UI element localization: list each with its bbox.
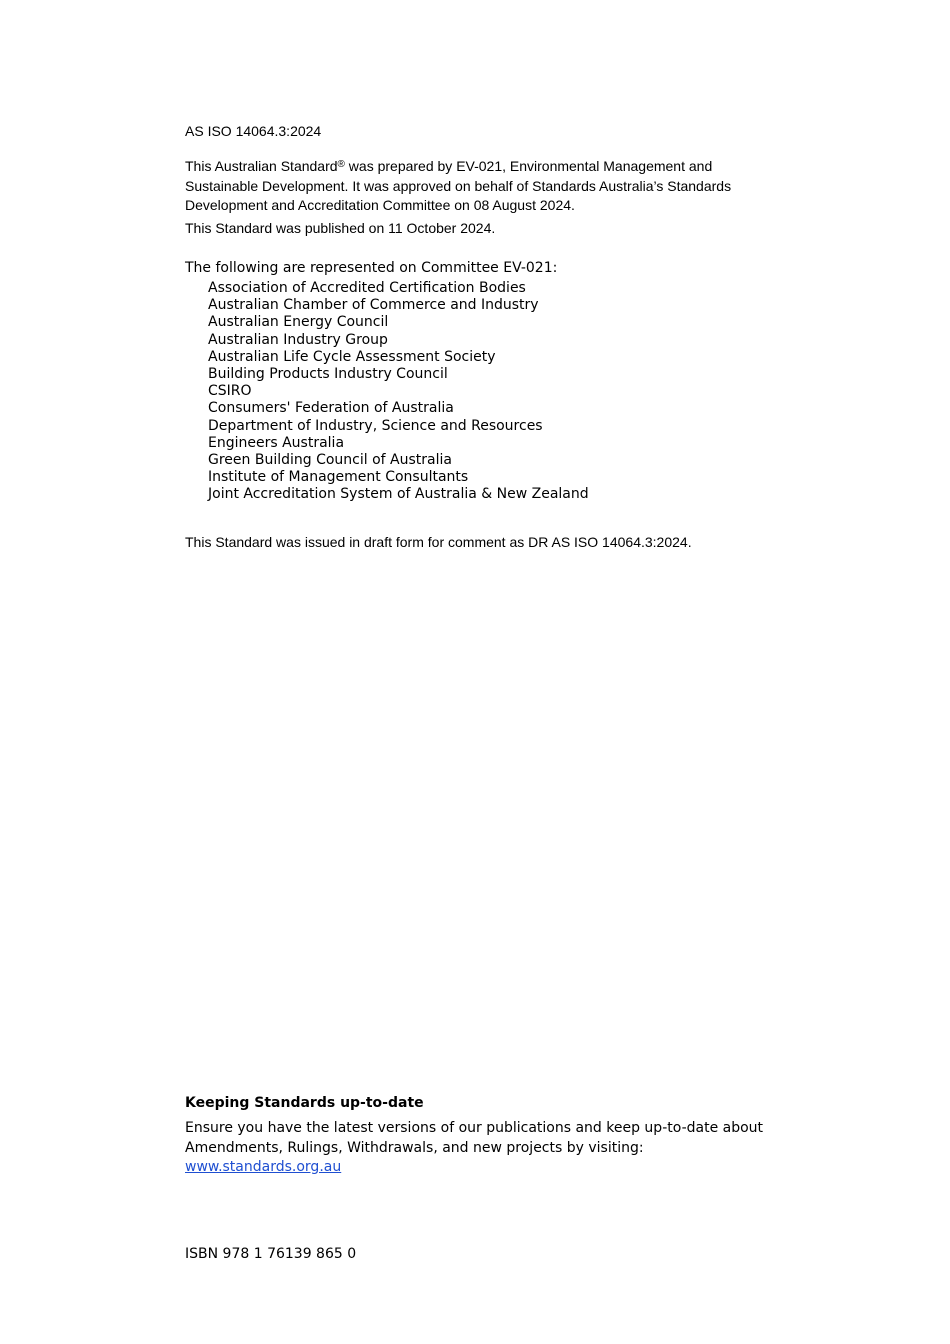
committee-member: Joint Accreditation System of Australia & New Zealand: [208, 486, 589, 503]
keeping-up-to-date-heading: Keeping Standards up-to-date: [185, 1095, 424, 1111]
preparation-text-start: This Australian Standard: [185, 158, 338, 174]
document-identifier: AS ISO 14064.3:2024: [185, 123, 322, 139]
registered-mark: ®: [337, 159, 345, 170]
committee-member: CSIRO: [208, 383, 252, 400]
preparation-paragraph: [185, 155, 765, 216]
keeping-body-text: Ensure you have the latest versions of our publications and keep up-to-date about Amendments, Rulings, Withdrawals, and new projects by visiting:: [185, 1120, 764, 1156]
committee-member: Australian Industry Group: [208, 331, 388, 348]
standards-website-link[interactable]: www.standards.org.au: [185, 1159, 342, 1175]
publication-date-note: This Standard was published on 11 October 2024.: [185, 220, 496, 236]
committee-member: Australian Energy Council: [208, 314, 389, 331]
committee-member: Consumers' Federation of Australia: [208, 400, 454, 417]
isbn-number: ISBN 978 1 76139 865 0: [185, 1246, 357, 1262]
preparation-text-end: was prepared by EV-021, Environmental Management and Sustainable Development. It was approved on behalf of Standards Australia’s Standards Development and Accreditation Committee on 08 August 2024.: [185, 158, 732, 213]
committee-member: Institute of Management Consultants: [208, 469, 469, 486]
committee-member: Association of Accredited Certification Bodies: [208, 280, 526, 296]
committee-member: Department of Industry, Science and Resources: [208, 417, 543, 434]
committee-member: Australian Chamber of Commerce and Industry: [208, 297, 539, 314]
committee-member: Australian Life Cycle Assessment Society: [208, 348, 496, 365]
committee-member-list: [208, 280, 589, 504]
committee-intro: The following are represented on Committee EV-021:: [185, 260, 558, 276]
draft-note: This Standard was issued in draft form for comment as DR AS ISO 14064.3:2024.: [185, 534, 692, 550]
committee-member: Green Building Council of Australia: [208, 452, 452, 469]
committee-member: Building Products Industry Council: [208, 366, 448, 383]
keeping-up-to-date-body: [185, 1119, 765, 1178]
committee-member: Engineers Australia: [208, 434, 345, 451]
